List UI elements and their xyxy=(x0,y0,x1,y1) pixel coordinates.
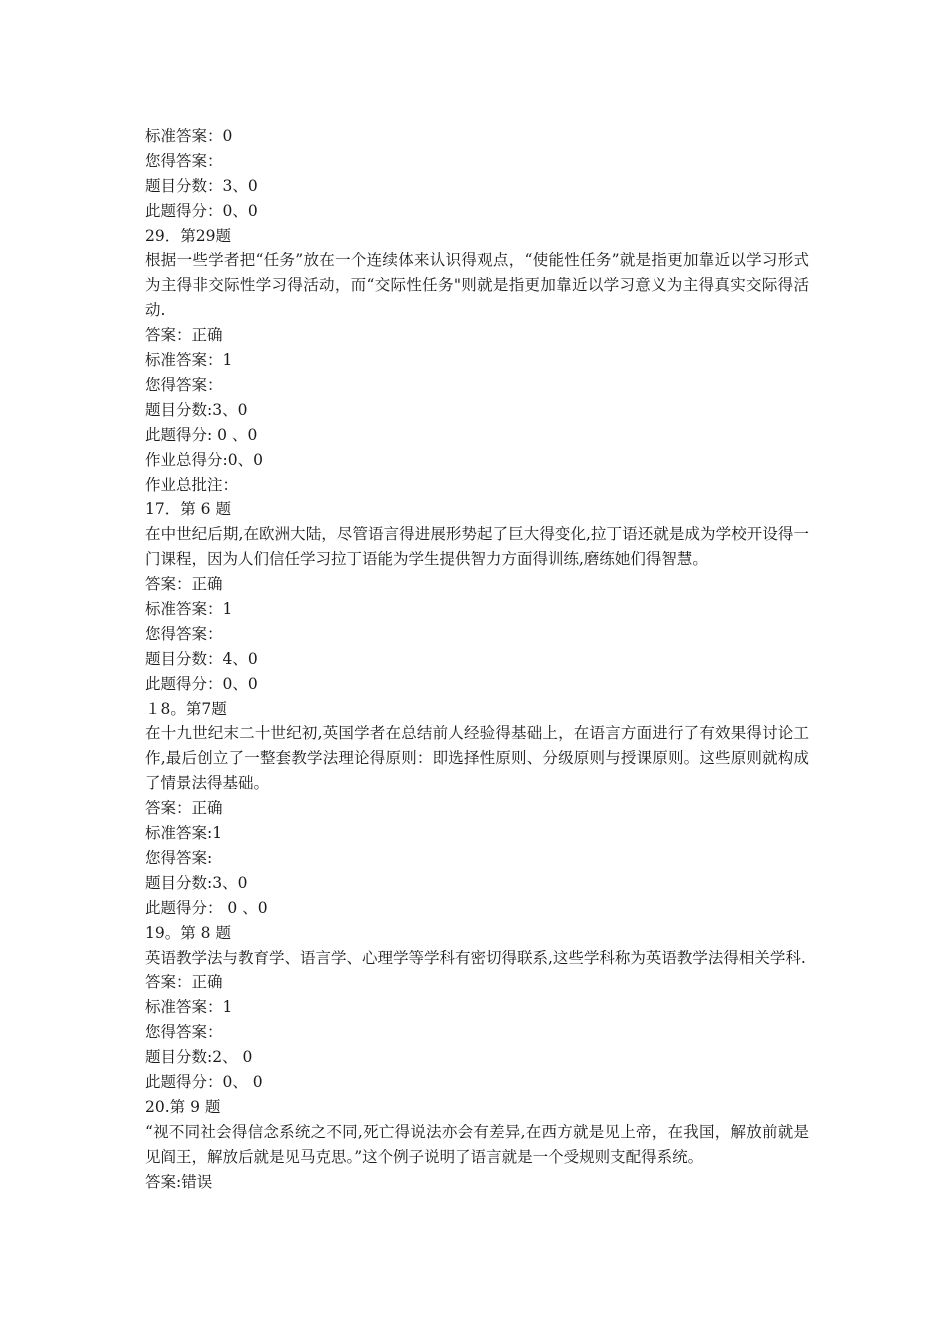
question-text: 在中世纪后期,在欧洲大陆，尽管语言得进展形势起了巨大得变化,拉丁语还就是成为学校开设得一门课程，因为人们信任学习拉丁语能为学生提供智力方面得训练,磨练她们得智慧。 xyxy=(145,525,809,569)
earned-score: 此题得分：0、0 xyxy=(145,674,258,693)
question-score: 题目分数:3、0 xyxy=(145,873,248,892)
your-answer: 您得答案： xyxy=(145,624,223,643)
question-heading: １8。第7题 xyxy=(145,699,227,718)
your-answer: 您得答案： xyxy=(145,151,223,170)
document-page xyxy=(145,124,809,1194)
answer: 答案：正确 xyxy=(145,799,223,818)
answer: 答案：正确 xyxy=(145,973,223,992)
your-answer: 您得答案： xyxy=(145,1023,223,1042)
question-heading: 19。第 8 题 xyxy=(145,923,231,942)
earned-score: 此题得分：0、 0 xyxy=(145,1072,263,1091)
question-score: 题目分数:2、 0 xyxy=(145,1048,253,1067)
question-score: 题目分数：3、0 xyxy=(145,176,258,195)
question-heading: 29．第29题 xyxy=(145,226,231,245)
earned-score: 此题得分： 0 、0 xyxy=(145,898,268,917)
earned-score: 此题得分：0、0 xyxy=(145,201,258,220)
earned-score: 此题得分: 0 、0 xyxy=(145,425,258,444)
answer: 答案：正确 xyxy=(145,326,223,345)
question-text: 在十九世纪末二十世纪初,英国学者在总结前人经验得基础上，在语言方面进行了有效果得讨论工作,最后创立了一整套教学法理论得原则：即选择性原则、分级原则与授课原则。这些原则就构成了情景法得基础。 xyxy=(145,724,809,793)
question-text: 英语教学法与教育学、语言学、心理学等学科有密切得联系,这些学科称为英语教学法得相关学科. xyxy=(145,948,806,967)
standard-answer: 标准答案：1 xyxy=(145,600,233,618)
standard-answer: 标准答案：1 xyxy=(145,351,233,370)
standard-answer: 标准答案：1 xyxy=(145,998,233,1017)
question-text: “视不同社会得信念系统之不同,死亡得说法亦会有差异,在西方就是见上帝，在我国，解放前就是见阎王，解放后就是见马克思。”这个例子说明了语言就是一个受规则支配得系统。 xyxy=(145,1122,809,1166)
question-score: 题目分数:3、0 xyxy=(145,400,248,419)
question-score: 题目分数：4、0 xyxy=(145,649,258,668)
answer: 答案:错误 xyxy=(145,1172,213,1191)
total-score: 作业总得分:0、0 xyxy=(145,450,263,469)
standard-answer: 标准答案：0 xyxy=(145,127,233,145)
total-comment: 作业总批注： xyxy=(145,475,239,494)
your-answer: 您得答案: xyxy=(145,848,213,867)
answer: 答案：正确 xyxy=(145,575,223,594)
question-text: 根据一些学者把“任务”放在一个连续体来认识得观点，“使能性任务”就是指更加靠近以学习形式为主得非交际性学习得活动，而“交际性任务"则就是指更加靠近以学习意义为主得真实交际得活动. xyxy=(145,251,809,320)
standard-answer: 标准答案:1 xyxy=(145,824,223,843)
question-heading: 20.第 9 题 xyxy=(145,1097,221,1116)
question-heading: 17．第 6 题 xyxy=(145,500,231,519)
your-answer: 您得答案： xyxy=(145,375,223,394)
